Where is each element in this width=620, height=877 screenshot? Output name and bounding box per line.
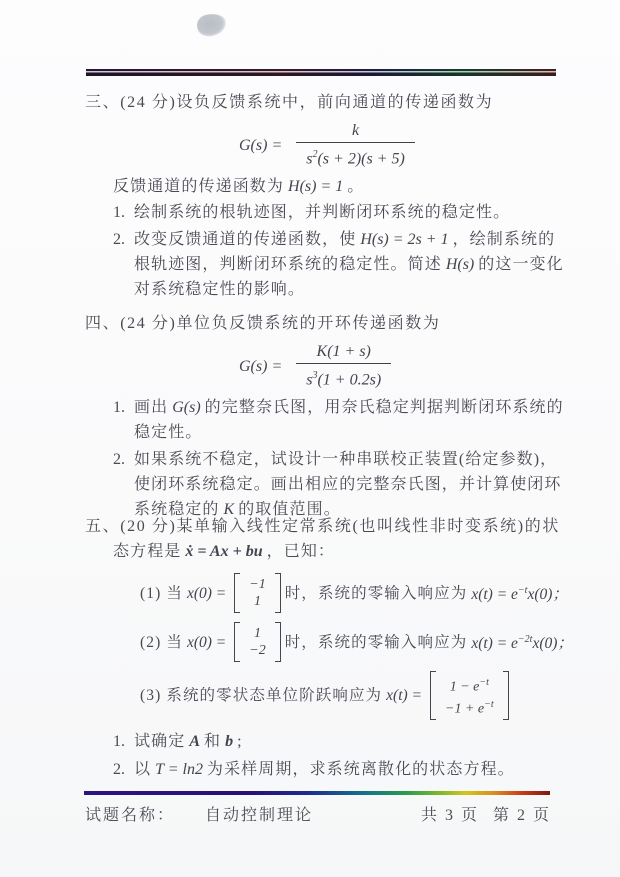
- fraction-numerator: k: [296, 120, 415, 143]
- q5-condition-3: [140, 671, 565, 720]
- math-segment: A: [189, 733, 200, 751]
- math-segment: x(0) =: [186, 584, 227, 602]
- item-number: 2.: [113, 451, 125, 469]
- exam-subject: 自动控制理论: [205, 807, 314, 824]
- exponent: −t: [517, 585, 528, 597]
- vector-entries: [244, 573, 270, 613]
- item-text: [134, 395, 565, 445]
- vector-entries: [440, 671, 499, 720]
- item-text: [134, 729, 243, 754]
- exam-name-label: 试题名称：: [85, 807, 176, 824]
- fraction-denominator: [296, 143, 415, 170]
- bracket-left: [234, 573, 240, 613]
- item-number: 2.: [113, 231, 125, 249]
- vector-entry: −2: [249, 643, 266, 658]
- fraction-numerator: K(1 + s): [296, 341, 391, 364]
- text-segment: 。: [347, 178, 365, 196]
- math-segment: [471, 578, 568, 607]
- footer-gradient-rule: [84, 791, 550, 795]
- text-segment: (2) 当: [140, 633, 183, 651]
- column-vector: [430, 671, 509, 720]
- math-segment: [471, 627, 573, 656]
- vector-entry: 1: [253, 594, 261, 609]
- response-base: x(t) = e: [471, 586, 518, 604]
- vector-entry: [445, 696, 494, 718]
- question-4: [85, 311, 565, 524]
- math-segment: H(s): [445, 256, 475, 274]
- response-tail: x(0)；: [532, 635, 573, 653]
- math-segment: x(t) =: [386, 687, 422, 705]
- total-pages: 共 3 页: [420, 807, 479, 824]
- response-tail: x(0)；: [527, 586, 568, 604]
- state-equation: ẋ = Ax + bu: [185, 543, 263, 560]
- text-segment: 以: [134, 761, 152, 779]
- question-5-title-line1: 五、(20 分)某单输入线性定常系统(也叫线性非时变系统)的状: [85, 518, 560, 535]
- exponent: −t: [484, 698, 494, 710]
- formula-lhs: G(s) =: [239, 136, 283, 154]
- q4-transfer-function-formula: [235, 341, 565, 391]
- den-exponent: 3: [312, 370, 318, 381]
- q5-subitem-1: [113, 729, 565, 754]
- question-4-title: 四、(24 分)单位负反馈系统的开环传递函数为: [85, 315, 441, 332]
- item-text: [134, 227, 565, 302]
- item-text: [134, 447, 565, 522]
- math-segment: T = ln2: [155, 761, 203, 779]
- text-segment: ;: [237, 733, 243, 751]
- math-segment: H(s) = 1: [288, 178, 344, 196]
- bracket-left: [430, 671, 436, 720]
- item-number: 1.: [113, 733, 125, 751]
- formula-lhs: G(s) =: [239, 357, 283, 375]
- q5-condition-1: [140, 573, 568, 613]
- text-segment: 的完整奈氏图，用奈氏稳定判据判断闭环系统的稳定性。: [134, 399, 564, 442]
- text-segment: (3) 系统的零状态单位阶跃响应为: [140, 687, 383, 705]
- text-segment: 画出: [134, 399, 169, 417]
- bracket-right: [275, 622, 281, 662]
- response-base: x(t) = e: [471, 635, 518, 653]
- item-number: 1.: [113, 399, 125, 417]
- vector-entry: −1: [249, 577, 266, 592]
- q5-subitem-2: [113, 757, 565, 782]
- footer-left: [85, 803, 313, 828]
- vector-entry: 1: [253, 626, 261, 641]
- question-5-title-line2: [113, 539, 565, 564]
- den-rest: (1 + 0.2s): [317, 371, 382, 389]
- text-segment: ，绘制系统的根轨迹图，判断闭环系统的稳定性。简述: [134, 231, 556, 274]
- question-3: [85, 90, 565, 304]
- vector-entry: [445, 674, 494, 696]
- q3-item-1: [113, 200, 565, 225]
- text-segment: 反馈通道的传递函数为: [113, 178, 285, 196]
- exponent: −t: [479, 677, 489, 688]
- den-base: s: [306, 371, 313, 389]
- page-footer: [85, 803, 551, 828]
- text-segment: 的取值范围。: [238, 501, 341, 519]
- text-segment: 改变反馈通道的传递函数，使: [134, 231, 357, 249]
- q4-item-1: [113, 395, 565, 445]
- text-segment: 试确定: [134, 733, 186, 751]
- exponent: −2t: [517, 634, 533, 646]
- den-exponent: 2: [312, 149, 318, 160]
- question-5: [85, 514, 573, 785]
- q3-feedback-line: [113, 174, 565, 199]
- text-segment: 态方程是: [113, 543, 182, 560]
- den-rest: (s + 2)(s + 5): [317, 150, 405, 168]
- bracket-right: [503, 671, 509, 720]
- q3-transfer-function-formula: [235, 120, 565, 170]
- entry-base: −1 + e: [445, 701, 485, 717]
- fraction-denominator: [296, 364, 391, 391]
- q4-item-2: [113, 447, 565, 522]
- question-3-title: 三、(24 分)设负反馈系统中，前向通道的传递函数为: [85, 94, 494, 111]
- bracket-left: [234, 622, 240, 662]
- scan-smudge-artifact: [195, 12, 227, 39]
- column-vector: [234, 622, 280, 662]
- den-base: s: [306, 150, 313, 168]
- math-segment: x(0) =: [186, 633, 227, 651]
- q3-item-2: [113, 227, 565, 302]
- item-number: 2.: [113, 761, 125, 779]
- vector-entries: [244, 622, 270, 662]
- math-segment: b: [225, 733, 234, 751]
- text-segment: (1) 当: [140, 584, 183, 602]
- text-segment: 时，系统的零输入响应为: [284, 584, 468, 602]
- bracket-right: [275, 573, 281, 613]
- q5-condition-2: [140, 622, 573, 662]
- column-vector: [234, 573, 280, 613]
- item-text: [134, 757, 515, 782]
- math-segment: H(s) = 2s + 1: [360, 231, 449, 249]
- text-segment: 时，系统的零输入响应为: [284, 633, 468, 651]
- item-number: 1.: [113, 204, 125, 222]
- text-segment: 为采样周期，求系统离散化的状态方程。: [206, 761, 515, 779]
- fraction: [292, 120, 419, 170]
- text-segment: 和: [203, 733, 222, 751]
- text-segment: 的这一变化对系统稳定性的影响。: [134, 256, 564, 299]
- math-segment: K: [223, 501, 235, 519]
- item-text: 绘制系统的根轨迹图，并判断闭环系统的稳定性。: [134, 204, 511, 222]
- entry-base: 1 − e: [449, 679, 480, 695]
- fraction: [292, 341, 395, 391]
- math-segment: G(s): [172, 399, 201, 417]
- footer-right: [407, 803, 551, 828]
- current-page: 第 2 页: [492, 807, 551, 824]
- text-segment: 如果系统不稳定，试设计一种串联校正装置(给定参数)，使闭环系统稳定。画出相应的完整奈氏图，并计算使闭环系统稳定的: [134, 451, 562, 519]
- text-segment: ，已知：: [266, 543, 336, 560]
- top-double-rule: [86, 69, 556, 76]
